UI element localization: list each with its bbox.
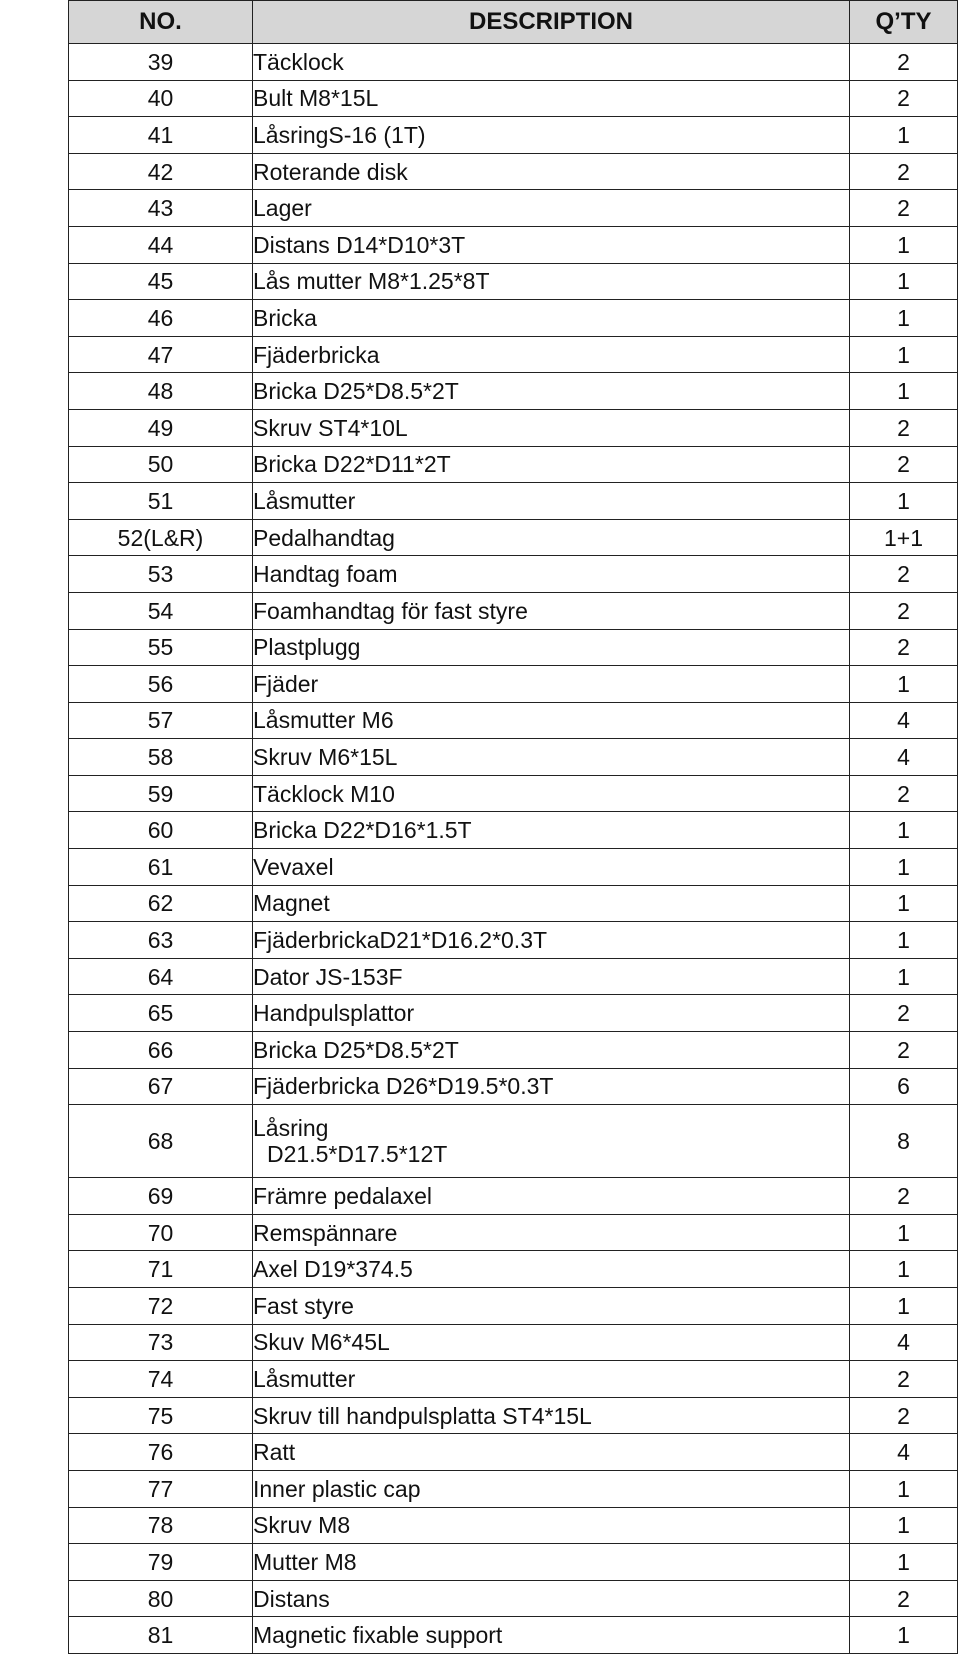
part-number: 67 <box>69 1068 253 1105</box>
table-row <box>69 702 958 739</box>
part-description: Axel D19*374.5 <box>253 1251 850 1288</box>
part-quantity: 2 <box>850 556 958 593</box>
part-description <box>253 1105 850 1178</box>
part-description: Bricka D25*D8.5*2T <box>253 373 850 410</box>
part-number: 52(L&R) <box>69 519 253 556</box>
part-quantity: 2 <box>850 1397 958 1434</box>
part-number: 77 <box>69 1470 253 1507</box>
table-row <box>69 1288 958 1325</box>
header-qty: Q’TY <box>850 1 958 44</box>
part-description: Inner plastic cap <box>253 1470 850 1507</box>
part-number: 74 <box>69 1361 253 1398</box>
part-description: Bricka D22*D16*1.5T <box>253 812 850 849</box>
part-number: 57 <box>69 702 253 739</box>
part-quantity: 1 <box>850 666 958 703</box>
part-description: Skruv M8 <box>253 1507 850 1544</box>
table-row <box>69 409 958 446</box>
part-description: Handpulsplattor <box>253 995 850 1032</box>
part-number: 39 <box>69 44 253 81</box>
part-number: 56 <box>69 666 253 703</box>
part-description: Magnetic fixable support <box>253 1617 850 1654</box>
part-number: 79 <box>69 1544 253 1581</box>
part-number: 40 <box>69 80 253 117</box>
part-number: 80 <box>69 1580 253 1617</box>
part-quantity: 1 <box>850 1617 958 1654</box>
table-row <box>69 1470 958 1507</box>
part-number: 59 <box>69 775 253 812</box>
table-row <box>69 263 958 300</box>
part-description: Låsmutter <box>253 1361 850 1398</box>
part-quantity: 4 <box>850 739 958 776</box>
part-description: Plastplugg <box>253 629 850 666</box>
table-row <box>69 483 958 520</box>
part-quantity: 2 <box>850 629 958 666</box>
part-quantity: 1 <box>850 958 958 995</box>
part-quantity: 1 <box>850 226 958 263</box>
table-row <box>69 1251 958 1288</box>
part-quantity: 2 <box>850 1361 958 1398</box>
part-quantity: 1 <box>850 483 958 520</box>
part-description: Fjäder <box>253 666 850 703</box>
part-quantity: 1 <box>850 849 958 886</box>
table-row <box>69 300 958 337</box>
part-description: Roterande disk <box>253 153 850 190</box>
part-description: Fjäderbricka <box>253 336 850 373</box>
part-description: Täcklock M10 <box>253 775 850 812</box>
header-description: DESCRIPTION <box>253 1 850 44</box>
part-quantity: 2 <box>850 1178 958 1215</box>
part-number: 69 <box>69 1178 253 1215</box>
table-row <box>69 922 958 959</box>
table-row <box>69 1068 958 1105</box>
part-quantity: 2 <box>850 1580 958 1617</box>
table-row <box>69 1324 958 1361</box>
part-number: 60 <box>69 812 253 849</box>
part-quantity: 1 <box>850 263 958 300</box>
table-row <box>69 995 958 1032</box>
part-quantity: 2 <box>850 995 958 1032</box>
part-quantity: 1 <box>850 885 958 922</box>
part-description: Låsmutter M6 <box>253 702 850 739</box>
part-number: 47 <box>69 336 253 373</box>
part-quantity: 2 <box>850 80 958 117</box>
part-number: 72 <box>69 1288 253 1325</box>
part-description: Pedalhandtag <box>253 519 850 556</box>
part-number: 62 <box>69 885 253 922</box>
part-quantity: 1 <box>850 117 958 154</box>
table-row <box>69 592 958 629</box>
table-header <box>69 1 958 44</box>
part-number: 55 <box>69 629 253 666</box>
part-number: 68 <box>69 1105 253 1178</box>
part-description: Skruv till handpulsplatta ST4*15L <box>253 1397 850 1434</box>
part-number: 44 <box>69 226 253 263</box>
part-description: Skuv M6*45L <box>253 1324 850 1361</box>
part-description: Fjäderbricka D26*D19.5*0.3T <box>253 1068 850 1105</box>
part-number: 50 <box>69 446 253 483</box>
table-row <box>69 1617 958 1654</box>
table-row <box>69 775 958 812</box>
part-number: 54 <box>69 592 253 629</box>
part-quantity: 2 <box>850 775 958 812</box>
table-row <box>69 1580 958 1617</box>
part-quantity: 2 <box>850 446 958 483</box>
table-body <box>69 44 958 1654</box>
part-number: 73 <box>69 1324 253 1361</box>
part-description: Mutter M8 <box>253 1544 850 1581</box>
part-number: 81 <box>69 1617 253 1654</box>
part-number: 63 <box>69 922 253 959</box>
part-number: 48 <box>69 373 253 410</box>
table-row <box>69 153 958 190</box>
part-description: LåsringS-16 (1T) <box>253 117 850 154</box>
table-row <box>69 849 958 886</box>
table-row <box>69 812 958 849</box>
part-number: 78 <box>69 1507 253 1544</box>
part-quantity: 1 <box>850 812 958 849</box>
part-description: Lås mutter M8*1.25*8T <box>253 263 850 300</box>
header-no: NO. <box>69 1 253 44</box>
table-row <box>69 666 958 703</box>
table-row <box>69 885 958 922</box>
table-row <box>69 556 958 593</box>
part-description: Bricka D22*D11*2T <box>253 446 850 483</box>
table-row <box>69 44 958 81</box>
part-number: 42 <box>69 153 253 190</box>
table-row <box>69 1507 958 1544</box>
part-quantity: 1 <box>850 1507 958 1544</box>
table-row <box>69 1544 958 1581</box>
part-number: 53 <box>69 556 253 593</box>
table-row <box>69 1214 958 1251</box>
part-description: Dator JS-153F <box>253 958 850 995</box>
part-quantity: 1 <box>850 1544 958 1581</box>
table-row <box>69 1105 958 1178</box>
table-row <box>69 958 958 995</box>
part-number: 61 <box>69 849 253 886</box>
part-quantity: 1 <box>850 1214 958 1251</box>
part-number: 66 <box>69 1032 253 1069</box>
part-quantity: 1 <box>850 373 958 410</box>
part-quantity: 2 <box>850 409 958 446</box>
part-description: Remspännare <box>253 1214 850 1251</box>
table-row <box>69 80 958 117</box>
part-quantity: 1 <box>850 1470 958 1507</box>
table-row <box>69 373 958 410</box>
part-description: Bricka <box>253 300 850 337</box>
part-quantity: 1 <box>850 922 958 959</box>
table-row <box>69 1434 958 1471</box>
table-row <box>69 629 958 666</box>
part-description: Täcklock <box>253 44 850 81</box>
part-number: 64 <box>69 958 253 995</box>
parts-list-table <box>68 0 958 1654</box>
part-description: Distans D14*D10*3T <box>253 226 850 263</box>
part-quantity: 2 <box>850 592 958 629</box>
part-number: 46 <box>69 300 253 337</box>
part-description: Foamhandtag för fast styre <box>253 592 850 629</box>
part-quantity: 1 <box>850 1288 958 1325</box>
header-row <box>69 1 958 44</box>
part-quantity: 4 <box>850 702 958 739</box>
part-description: Främre pedalaxel <box>253 1178 850 1215</box>
table-row <box>69 190 958 227</box>
table-row <box>69 226 958 263</box>
part-description: FjäderbrickaD21*D16.2*0.3T <box>253 922 850 959</box>
part-description: Lager <box>253 190 850 227</box>
part-number: 51 <box>69 483 253 520</box>
part-description: Bricka D25*D8.5*2T <box>253 1032 850 1069</box>
part-number: 76 <box>69 1434 253 1471</box>
part-number: 70 <box>69 1214 253 1251</box>
part-quantity: 8 <box>850 1105 958 1178</box>
table-row <box>69 1178 958 1215</box>
part-quantity: 1 <box>850 300 958 337</box>
part-quantity: 4 <box>850 1434 958 1471</box>
part-number: 45 <box>69 263 253 300</box>
part-quantity: 2 <box>850 44 958 81</box>
part-description: Skruv M6*15L <box>253 739 850 776</box>
part-quantity: 4 <box>850 1324 958 1361</box>
table-row <box>69 519 958 556</box>
part-quantity: 2 <box>850 190 958 227</box>
part-quantity: 6 <box>850 1068 958 1105</box>
part-quantity: 1+1 <box>850 519 958 556</box>
part-quantity: 2 <box>850 153 958 190</box>
table-row <box>69 1397 958 1434</box>
part-description-line1: Låsring <box>253 1115 329 1142</box>
part-number: 49 <box>69 409 253 446</box>
part-number: 71 <box>69 1251 253 1288</box>
part-quantity: 2 <box>850 1032 958 1069</box>
part-number: 58 <box>69 739 253 776</box>
part-number: 41 <box>69 117 253 154</box>
table-row <box>69 1361 958 1398</box>
part-description: Fast styre <box>253 1288 850 1325</box>
part-quantity: 1 <box>850 1251 958 1288</box>
part-description: Handtag foam <box>253 556 850 593</box>
part-description: Distans <box>253 1580 850 1617</box>
part-description-line2: D21.5*D17.5*12T <box>267 1141 448 1168</box>
table-row <box>69 117 958 154</box>
part-number: 75 <box>69 1397 253 1434</box>
table-row <box>69 446 958 483</box>
part-description: Ratt <box>253 1434 850 1471</box>
table-row <box>69 739 958 776</box>
part-description: Låsmutter <box>253 483 850 520</box>
part-quantity: 1 <box>850 336 958 373</box>
part-description: Skruv ST4*10L <box>253 409 850 446</box>
table-row <box>69 336 958 373</box>
part-description: Magnet <box>253 885 850 922</box>
part-description: Vevaxel <box>253 849 850 886</box>
table-row <box>69 1032 958 1069</box>
part-number: 65 <box>69 995 253 1032</box>
part-description: Bult M8*15L <box>253 80 850 117</box>
part-number: 43 <box>69 190 253 227</box>
